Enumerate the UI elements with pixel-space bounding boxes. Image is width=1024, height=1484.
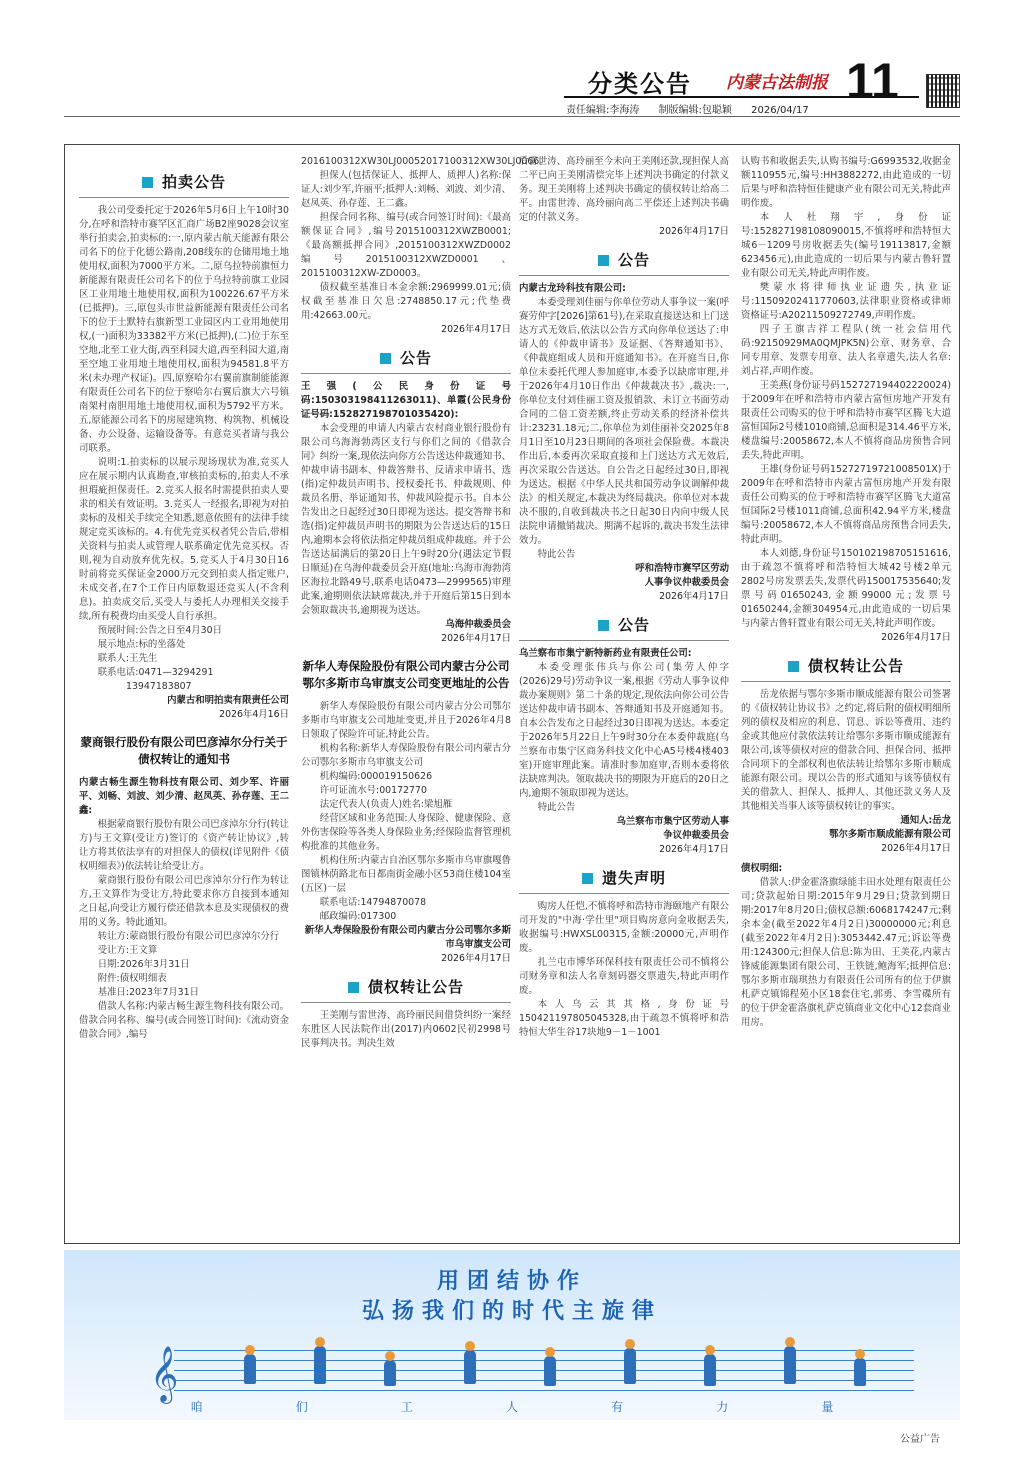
loss-statement-7: 王美燕(身份证号码152727194402220024)于2009年在呼和浩特市内蒙古富恒房地产开发有限责任公司购买的位于呼和浩特市赛罕区腾飞大道富恒国际2号楼1010商铺,总面积是314.46平方米,楼盘编号:20058672,本人不慎将商品房预售合同丢失,特此声明。: [741, 380, 951, 461]
auction-heading: 拍卖公告: [79, 175, 289, 189]
heading-rule: [519, 275, 729, 276]
lyric-char: 们: [295, 1400, 308, 1414]
labor-signature-2b: 争议仲裁委员会: [663, 830, 729, 841]
postal-code: 邮政编码:017300: [319, 911, 397, 922]
transfer-notice-addressee: 内蒙古畅生源生物科技有限公司、刘少军、许丽平、刘畅、刘波、刘少清、赵凤英、孙存莲、王二鑫:: [79, 777, 289, 816]
org-name: 机构名称:新华人寿保险股份有限公司内蒙古分公司鄂尔多斯市乌审旗支公司: [301, 743, 511, 768]
notifier: 通知人:岳龙: [900, 815, 951, 826]
worker-figure-icon: [384, 1360, 396, 1386]
producer-credit: 制版编辑:包聪颖: [658, 105, 732, 116]
base-date: 基准日:2023年7月31日: [97, 987, 199, 998]
org-phone: 联系电话:14794870078: [319, 897, 427, 908]
debt-detail-label: 债权明细:: [741, 863, 783, 874]
loss-statement-9: 本人刘德,身份证号150102198705151616,由于疏忽不慎将呼和浩特恒大城42号楼2单元2802号房发票丢失,发票代码150017535640;发票号码01650243,金额99000元;发票号01650244,金额304954元,由此造成的一切后果与内蒙古鲁轩置业有限公司无关,特此声明作废。: [741, 548, 951, 629]
worker-figure-icon: [464, 1350, 476, 1384]
notifier-company: 鄂尔多斯市顺成能源有限公司: [829, 829, 951, 840]
transfer-notice-title: 蒙商银行股份有限公司巴彦淖尔分行关于债权转让的通知书: [80, 735, 288, 766]
business-scope: 经营区域和业务范围:人身保险、健康保险、意外伤害保险等各类人身保险业务;经保险监督管理机构批准的其他业务。: [301, 813, 511, 852]
loss-statement-1: 购房人任恺,不慎将呼和浩特市海颐地产有限公司开发的"中海·学仕里"项目购房意向金收据丢失,收据编号:HWXSL00315,金额:20000元,声明作废。: [519, 901, 729, 954]
worker-figure-icon: [544, 1356, 556, 1386]
address-change-body: 新华人寿保险股份有限公司内蒙古分公司鄂尔多斯市乌审旗支公司地址变更,并且于2026年4月8日领取了保险许可证,特此公告。: [301, 701, 511, 740]
heading-rule: [519, 893, 729, 894]
notice-heading-1: 公告: [301, 351, 511, 365]
loss-statement-heading: 遗失声明: [519, 871, 729, 885]
header-meta: [566, 101, 825, 116]
heading-rule: [301, 373, 511, 374]
heading-rule: [741, 681, 951, 682]
date-3: 2026年4月17日: [441, 953, 511, 964]
worker-figure-icon: [704, 1354, 716, 1386]
qr-code-icon: [926, 74, 960, 108]
heading-rule: [301, 1002, 511, 1003]
public-service-label: 公益广告: [900, 1434, 940, 1445]
notice-heading-2: 公告: [519, 253, 729, 267]
header-divider: [64, 116, 960, 117]
staff-line: [174, 1390, 914, 1391]
worker-figure-icon: [784, 1346, 796, 1384]
labor-addressee-1: 内蒙古龙玲科技有限公司:: [519, 283, 626, 294]
announcement-frame: [64, 144, 960, 1244]
debt-transfer-heading-2: 债权转让公告: [741, 659, 951, 673]
loss-statement-6: 四子王旗吉祥工程队(统一社会信用代码:92150929MA0QMJPK5N)公章、财务章、合同专用章、发票专用章、法人名章遗失,法人名章:刘占祥,声明作废。: [741, 324, 951, 377]
transfer-date: 日期:2026年3月31日: [97, 959, 190, 970]
date-2: 2026年4月17日: [441, 633, 511, 644]
heading-square-icon: [598, 620, 609, 631]
borrower-info: 借款人名称:内蒙古畅生源生物科技有限公司。借款合同名称、编号(或合同签订时间):《流动资金借款合同》,编号: [79, 1001, 289, 1040]
legal-rep: 法定代表人(负责人)姓名:梁旭雁: [319, 799, 453, 810]
transfer-notice-body-2: 蒙商银行股份有限公司巴彦淖尔分行作为转让方,王文算作为受让方,特此要求你方自接到本通知之日起,向受让方履行偿还借款本息及实现债权的费用的义务。特此通知。: [79, 875, 289, 928]
auction-date: 2026年4月16日: [219, 709, 289, 720]
editor-credit: 责任编辑:李海涛: [566, 105, 640, 116]
debt-detail-body: 借款人:伊金霍洛旗绿能丰田水处理有限责任公司;贷款起始日期:2015年9月29日;贷款到期日期:2017年8月20日;债权总额:6068174247元;剩余本金(截至2022年4月2日)30000000元;利息(截至2022年4月2日):3053442.47元;诉讼等费用:124300元;担保人信息:陈为田、王美花,内蒙古锋威能源集团有限公司、王铁链,鲍海军;抵押信息:鄂尔多斯市瑞琪热力有限责任公司所有的位于伊旗札萨克镇锦程苑小区18套住宅,郭勇、李雪碟所有的位于伊金霍洛旗札萨克镇商业文化中心12套商业用房。: [741, 877, 951, 1028]
contact-phone-2: 13947183807: [126, 681, 192, 692]
staff-line: [174, 1350, 914, 1351]
arbitration-signature: 乌海仲裁委员会: [445, 619, 511, 630]
lyric-char: 有: [611, 1400, 624, 1414]
attachment: 附件:债权明细表: [97, 973, 167, 984]
loss-statement-5: 樊蒙水将律师执业证遗失,执业证号:11509202411770603,法律职业资格或律师资格证号:A20211509272749,声明作废。: [741, 282, 951, 321]
heading-rule: [79, 197, 289, 198]
date-3: 2026年4月17日: [659, 844, 729, 855]
date-1: 2026年4月17日: [441, 324, 511, 335]
heading-square-icon: [788, 661, 799, 672]
labor-body-1: 本委受理刘佳丽与你单位劳动人事争议一案(呼赛劳仲字[2026]第61号),在采取直接送达和上门送达方式无效后,依法以公告方式向你单位送达了:申请人的《仲裁申请书》及证据、《答辩通知书》、《仲裁庭组成人员和开庭通知书》。在开庭当日,你单位未委托代理人参加庭审,本委予以缺席审理,并于2026年4月10日作出《仲裁裁决书》,裁决:一,你单位支付刘佳丽工资及报销款、未订立书面劳动合同的二倍工资差额,终止劳动关系的经济补偿共计:23231.18元;二,你单位为刘佳丽补交2025年8月1日至10月23日期间的各项社会保险费。本裁决作出后,本委再次采取直接和上门送达方式无效后,再次采取公告送达。自公告之日起经过30日,即视为送达。根据《中华人民共和国劳动争议调解仲裁法》的相关规定,本裁决为终局裁决。你单位对本裁决不服的,自收到裁决书之日起30日内向中级人民法院申请撤销裁决。期满不起诉的,裁决书发生法律效力。: [519, 297, 729, 546]
lyric-char: 咱: [190, 1400, 203, 1414]
worker-figure-icon: [624, 1348, 636, 1384]
labor-signature-2a: 乌兰察布市集宁区劳动人事: [616, 816, 729, 827]
worker-figure-icon: [244, 1354, 256, 1384]
date-1: 2026年4月17日: [659, 226, 729, 237]
transferee: 受让方:王文算: [97, 945, 158, 956]
date-1: 2026年4月17日: [881, 632, 951, 643]
public-service-banner: [64, 1250, 960, 1420]
license-number: 许可证流水号:00172770: [319, 785, 427, 796]
treble-clef-icon: 𝄞: [150, 1346, 179, 1402]
issue-date: 2026/04/17: [751, 105, 809, 116]
closing-2: 特此公告: [537, 802, 576, 813]
heading-square-icon: [348, 982, 359, 993]
banner-line-2: 弘扬我们的时代主旋律: [361, 1298, 662, 1324]
arbitration-addressee: 王强(公民身份证号码:150303198411263011)、单霞(公民身份证号码:152827198701035420):: [301, 381, 511, 420]
labor-body-2: 本委受理张伟兵与你公司(集劳人仲字(2026)29号)劳动争议一案,根据《劳动人事争议仲裁办案规则》第二十条的规定,现依法向你公司公告送达仲裁申请书副本、答辩通知书及开庭通知书。自本公告发布之日起经过30日即视为送达。本委定于2026年5月22日上午9时30分在本委仲裁庭(乌兰察布市集宁区商务科技文化中心A5号楼4楼403室)开庭审理此案。请准时参加庭审,否则本委将依法缺席判决。领取裁决书的期限为开庭后的20日之内,逾期不领取即视为送达。: [519, 662, 729, 799]
closing-1: 特此公告: [537, 549, 576, 560]
preview-place: 展示地点:标的坐落处: [97, 639, 186, 650]
date-2: 2026年4月17日: [659, 591, 729, 602]
banner-line-1: 用团结协作: [436, 1268, 587, 1294]
masthead: [0, 0, 1024, 140]
debt-transfer-body: 王美刚与雷世涛、高玲丽民间借贷纠纷一案经东胜区人民法院作出(2017)内0602民初2998号民事判决书。判决生效: [301, 1010, 511, 1049]
heading-square-icon: [380, 353, 391, 364]
loss-statement-4: 本人杜翔宇,身份证号:152827198108090015,不慎将呼和浩特恒大城6－1209号房收据丢失(编号19113817,金额623456元),由此造成的一切后果与内蒙古鲁轩置业有限公司无关,特此声明作废。: [741, 212, 951, 279]
worker-figure-icon: [854, 1358, 866, 1386]
lyric-char: 力: [716, 1400, 729, 1414]
labor-signature-1b: 人事争议仲裁委员会: [644, 577, 729, 588]
contact-person: 联系人:王先生: [97, 653, 158, 664]
heading-square-icon: [142, 177, 153, 188]
address-change-title: 新华人寿保险股份有限公司内蒙古分公司鄂尔多斯市乌审旗支公司变更地址的公告: [302, 659, 510, 690]
guarantee-contracts: 担保合同名称、编号(或合同签订时间):《最高额保证合同》,编号2015100312XWZB0001;《最高额抵押合同》,2015100312XWZD0002 编号2015100312XWZD0001、2015100312XW-ZD0003。: [301, 212, 511, 279]
loss-statement-8: 王雄(身份证号码15272719721008501X)于2009年在呼和浩特市内蒙古富恒房地产开发有限责任公司购买的位于呼和浩特市赛罕区腾飞大道富恒国际2号楼1011商铺,总面积42.94平方米,楼盘编号:20058672,本人不慎将商品房预售合同丢失,特此声明。: [741, 464, 951, 545]
loss-statement-2: 扎兰屯市博华环保科技有限责任公司不慎将公司财务章和法人名章刻码器交票遗失,特此声明作废。: [519, 957, 729, 996]
worker-figure-icon: [314, 1346, 326, 1384]
labor-signature-1a: 呼和浩特市赛罕区劳动: [635, 563, 729, 574]
arbitration-body: 本会受理的申请人内蒙古农村商业银行股份有限公司乌海海勃湾区支行与你们之间的《借款合同》纠纷一案,现依法向你方公告送达仲裁通知书、仲裁申请书副本、仲裁答辩书、反请求申请书、选(指)定仲裁员声明书、授权委托书、仲裁规则、仲裁员名册、举证通知书、仲裁风险提示书。自本公告发出之日起经过30日即视为送达。提交答辩书和选(指)定仲裁员声明书的期限为公告送达后的15日内,逾期本会将依法指定仲裁员组成仲裁庭。并于公告送达届满后的第20日上午9时20分(遇法定节假日顺延)在乌海仲裁委员会开庭(地址:乌海市海勃湾区海拉北路49号,联系电话0473—2999565)审理此案,逾期则依法缺席裁决,并于开庭后第15日到本会领取裁决书,逾期视为送达。: [301, 423, 511, 616]
lyrics-row: [64, 1398, 960, 1415]
transfer-notice-body-1: 根据蒙商银行股份有限公司巴彦淖尔分行(转让方)与王文算(受让方)签订的《资产转让协议》,转让方将其依法享有的对担保人的债权(详见附件《债权明细表》)依法转让给受让方。: [79, 819, 289, 872]
labor-addressee-2: 乌兰察布市集宁新特新药业有限责任公司:: [519, 648, 692, 659]
loss-statement-3: 本人乌云其其格,身份证号150421197805045328,由于疏忽不慎将呼和浩特恒大华生谷17块地9－1－1001: [519, 999, 729, 1038]
preview-time: 预展时间:公告之日至4月30日: [97, 625, 222, 636]
contract-number-tail: 2016100312XW30LJ00052017100312XW30LJ0066。: [301, 156, 549, 167]
auction-signature: 内蒙古和明拍卖有限责任公司: [167, 695, 289, 706]
column-3: [519, 155, 729, 1235]
column-1: [79, 155, 289, 1235]
notice-heading-3: 公告: [519, 618, 729, 632]
lyric-char: 人: [505, 1400, 518, 1414]
auction-body: 我公司受委托定于2026年5月6日上午10时30分,在呼和浩特市赛罕区汇商广场B2座9028会议室举行拍卖会,拍卖标的:一,原内蒙古航天能源有限公司名下的位于化德公路南,208线东的仓储用地土地使用权,面积为7000平方米。二,原乌拉特前旗恒力新能源有限责任公司名下的位于乌拉特前旗工业园区工业用地土地使用权,面积为100226.67平方米(已抵押)。三,原包头市世益新能源有限责任公司名下的位于土默特右旗新型工业园区内工业用地使用权,(一)面积为33382平方米(已抵押),(二)位于东至空地,北至工业大街,西至科园大道,西至科园大道,南至空地工业用地土地使用权,面积为94581.8平方米(未办理产权证)。四,原察哈尔右翼前旗制能能源有限责任公司名下的位于察哈尔右翼后旗大六号镇南架村南胆用地土地使用权,面积为5792平方米。五,原能源公司名下的房屋建筑物、构筑物、机械设备、办公设备、运输设备等。有意竞买者请与我公司联系。: [79, 205, 289, 454]
debt-balance: 债权截至基准日本金余额:2969999.01元;债权截至基准日欠息:2748850.17元;代垫费用:42663.00元。: [301, 282, 511, 321]
insurer-signature: 新华人寿保险股份有限公司内蒙古分公司鄂尔多斯市乌审旗支公司: [304, 925, 511, 950]
debt-transfer-body-2: 岳龙依据与鄂尔多斯市顺成能源有限公司签署的《债权转让协议书》之约定,将后附的债权明细所列的债权及相应的利息、罚息、诉讼等费用、违约金或其他应付款依法转让给鄂尔多斯市顺成能源有限公司,该等债权对应的借款合同、担保合同、抵押合同项下的全部权利也依法转让给鄂尔多斯市顺成能源有限公司。现以公告的形式通知与该等债权有关的借款人、担保人、抵押人、其他还款义务人及其他相关当事人该等债权转让的事实。: [741, 689, 951, 812]
transferor: 转让方:蒙商银行股份有限公司巴彦淖尔分行: [97, 931, 280, 942]
guarantor-info: 担保人(包括保证人、抵押人、质押人)名称:保证人:刘少军,许丽平;抵押人:刘畅、刘波、刘少清、赵凤英、孙存莲、王二鑫。: [301, 170, 511, 209]
header-rule: [564, 96, 919, 98]
contact-phone: 联系电话:0471—3294291: [97, 667, 214, 678]
debt-transfer-heading: 债权转让公告: [301, 980, 511, 994]
newspaper-logo: 内蒙古法制报: [726, 73, 828, 93]
lyric-char: 量: [821, 1400, 834, 1414]
org-address: 机构住所:内蒙古自治区鄂尔多斯市乌审旗嘎鲁图镇林荫路北布日都南街金融小区53商住楼104室(五区)一层: [301, 855, 511, 894]
heading-square-icon: [598, 255, 609, 266]
section-title: 分类公告: [588, 69, 692, 98]
page-number: 11: [846, 53, 899, 109]
heading-square-icon: [582, 873, 593, 884]
column-2: [301, 155, 549, 1235]
column-4: [741, 155, 951, 1235]
lyric-char: 工: [400, 1400, 413, 1414]
debt-transfer-body-cont: 后雷世涛、高玲丽至今未向王美刚还款,现担保人高二平已向王美刚清偿完毕上述判决书确定的付款义务。现王美刚将上述判决书确定的债权转让给高二平。由雷世涛、高玲丽向高二平偿还上述判决书确定的付款义务。: [519, 156, 729, 223]
loss-statement-3-cont: 认购书和收据丢失,认购书编号:G6993532,收据金额110955元,编号:HH3882272,由此造成的一切后果与呼和浩特恒佳健康产业有限公司无关,特此声明作废。: [741, 156, 951, 209]
heading-rule: [519, 640, 729, 641]
date-2: 2026年4月17日: [881, 843, 951, 854]
org-code: 机构编码:000019150626: [319, 771, 433, 782]
auction-notes: 说明:1.拍卖标的以展示现场现状为准,竞买人应在展示期内认真勘查,审核拍卖标的,拍卖人不承担瑕疵担保责任。2.竞买人报名时需提供拍卖人要求的相关有效证明。3.竞买人一经报名,即视为对拍卖标的及相关手续完全知悉,愿意依照有的法律手续规定竞买该标的。4.有优先竞买权者凭公告后,带相关资料与拍卖人或管理人联系确定优先竞买权。否则,视为自动放弃优先权。5.竞买人于4月30日16时前将竞买保证金2000万元交到拍卖人指定账户,未成交者,在7个工作日内原数退还竞买人(不含利息)。拍卖成交后,买受人与委托人办理相关交接手续,所有税费均由买受人自行承担。: [79, 457, 289, 622]
